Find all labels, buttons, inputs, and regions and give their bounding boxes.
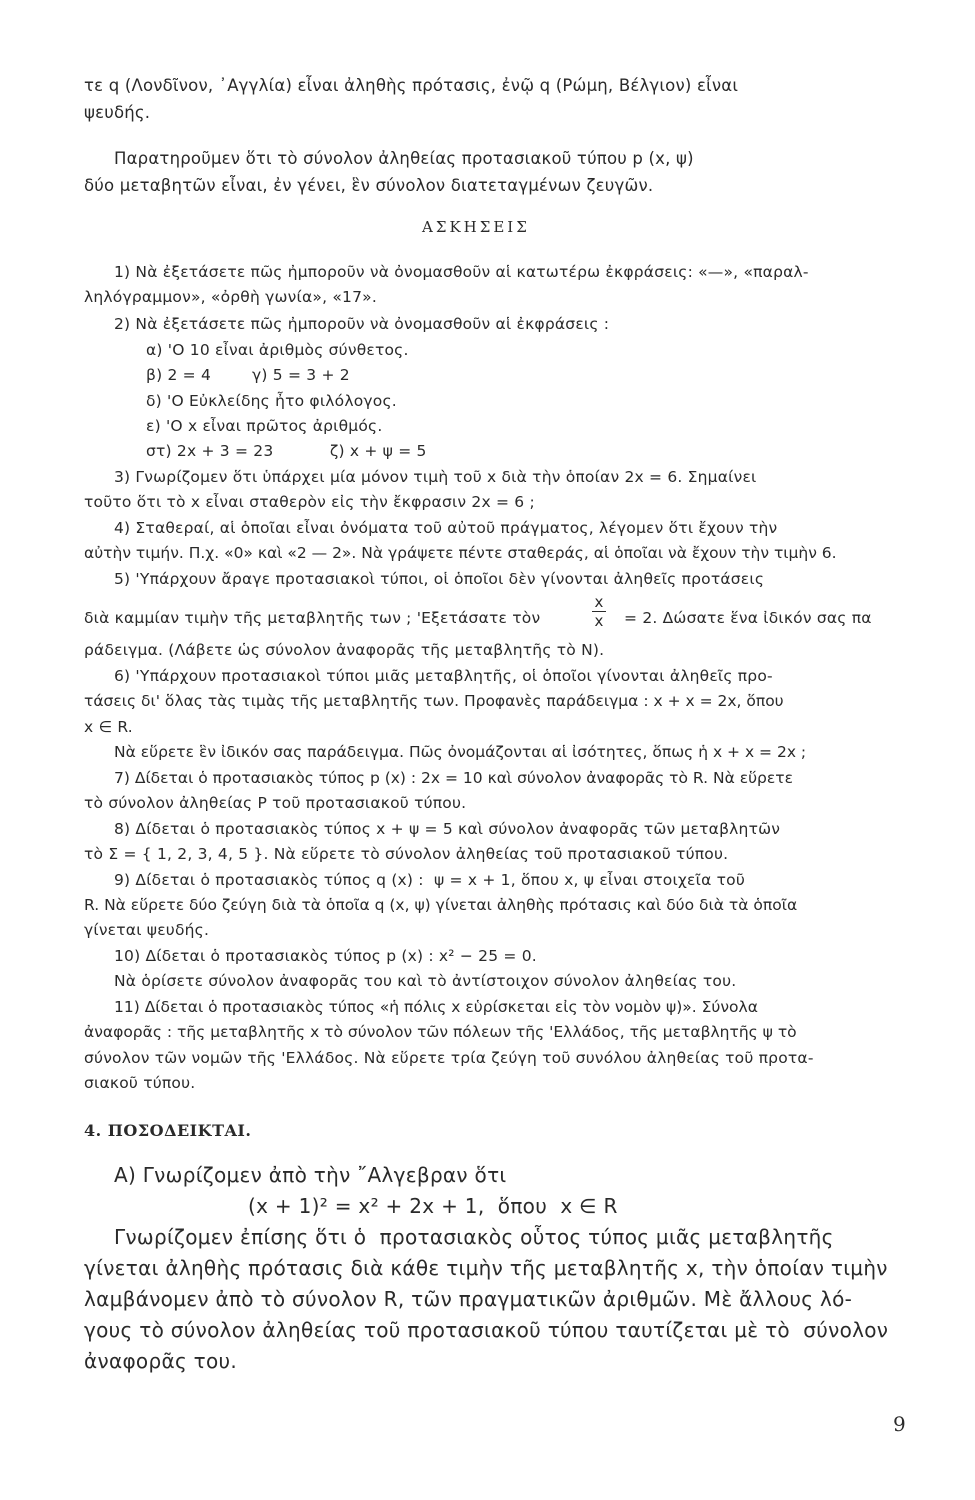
text-line: 5) 'Υπάρχουν ἄραγε προτασιακοὶ τύποι, οἱ ὁποῖοι δὲν γίνονται ἀληθεῖς προτάσεις — [114, 570, 765, 588]
text-line: δ) 'Ο Εὐκλείδης ἦτο φιλόλογος. — [146, 392, 397, 410]
fraction-numerator: x — [594, 593, 604, 611]
text-line: αὐτὴν τιμήν. Π.χ. «0» καὶ «2 — 2». Νὰ γράψετε πέντε σταθεράς, αἱ ὁποῖαι νὰ ἔχουν τὴν τιμὴν 6. — [84, 544, 837, 562]
text-line: γίνεται ἀληθὴς πρότασις διὰ κάθε τιμὴν τῆς μεταβλητῆς x, τὴν ὁποίαν τιμὴν — [84, 1256, 888, 1280]
text-line: R. Νὰ εὕρετε δύο ζεύγη διὰ τὰ ὁποῖα q (x, ψ) γίνεται ἀληθὴς πρότασις καὶ δύο διὰ τὰ ὁποῖα — [84, 896, 798, 914]
formula-line: (x + 1)² = x² + 2x + 1, ὅπου x ∈ R — [248, 1194, 618, 1218]
text-line: σιακοῦ τύπου. — [84, 1074, 196, 1092]
text-line: 10) Δίδεται ὁ προτασιακὸς τύπος p (x) : x² − 25 = 0. — [114, 947, 537, 965]
text-line: 2) Νὰ ἐξετάσετε πῶς ἠμποροῦν νὰ ὀνομασθοῦν αἱ ἐκφράσεις : — [114, 315, 610, 333]
text-line: ἀναφορᾶς : τῆς μεταβλητῆς x τὸ σύνολον τῶν πόλεων τῆς 'Ελλάδος, τῆς μεταβλητῆς ψ τὸ — [84, 1023, 797, 1041]
fraction-x-over-x — [592, 594, 606, 629]
text-line: ε) 'Ο x εἶναι πρῶτος ἀριθμός. — [146, 417, 383, 435]
text-line: 6) 'Υπάρχουν προτασιακοὶ τύποι μιᾶς μεταβλητῆς, οἱ ὁποῖοι γίνονται ἀληθεῖς προ- — [114, 667, 773, 685]
text-line: β) 2 = 4 γ) 5 = 3 + 2 — [146, 366, 350, 384]
text-line: 8) Δίδεται ὁ προτασιακὸς τύπος x + ψ = 5 καὶ σύνολον ἀναφορᾶς τῶν μεταβλητῶν — [114, 820, 781, 838]
text-line: στ) 2x + 3 = 23 ζ) x + ψ = 5 — [146, 442, 427, 460]
text-line: Νὰ ὁρίσετε σύνολον ἀναφορᾶς του καὶ τὸ ἀντίστοιχον σύνολον ἀληθείας του. — [114, 972, 737, 990]
text-line: γους τὸ σύνολον ἀληθείας τοῦ προτασιακοῦ τύπου ταυτίζεται μὲ τὸ σύνολον — [84, 1318, 889, 1342]
text-line: ληλόγραμμον», «ὀρθὴ γωνία», «17». — [84, 288, 377, 306]
text-line: δύο μεταβητῶν εἶναι, ἐν γένει, ἓν σύνολον διατεταγμένων ζευγῶν. — [84, 176, 654, 195]
exercises-heading: ΑΣΚΗΣΕΙΣ — [422, 218, 530, 236]
text-line: Παρατηροῦμεν ὅτι τὸ σύνολον ἀληθείας προτασιακοῦ τύπου p (x, ψ) — [114, 149, 694, 168]
text-line: ψευδής. — [84, 103, 151, 122]
text-line: τοῦτο ὅτι τὸ x εἶναι σταθερὸν εἰς τὴν ἔκφρασιν 2x = 6 ; — [84, 493, 535, 511]
text-line: τὸ σύνολον ἀληθείας P τοῦ προτασιακοῦ τύπου. — [84, 794, 467, 812]
text-line: 3) Γνωρίζομεν ὅτι ὑπάρχει μία μόνον τιμὴ τοῦ x διὰ τὴν ὁποίαν 2x = 6. Σημαίνει — [114, 468, 757, 486]
text-line: σύνολον τῶν νομῶν τῆς 'Ελλάδος. Νὰ εὕρετε τρία ζεύγη τοῦ συνόλου ἀληθείας τοῦ προτα- — [84, 1049, 814, 1067]
text-line: α) 'Ο 10 εἶναι ἀριθμὸς σύνθετος. — [146, 341, 409, 359]
text-line: 11) Δίδεται ὁ προτασιακὸς τύπος «ἡ πόλις x εὑρίσκεται εἰς τὸν νομὸν ψ)». Σύνολα — [114, 998, 758, 1016]
text-line: 9) Δίδεται ὁ προτασιακὸς τύπος q (x) : ψ = x + 1, ὅπου x, ψ εἶναι στοιχεῖα τοῦ — [114, 871, 746, 889]
text-line: τὸ Σ = { 1, 2, 3, 4, 5 }. Νὰ εὕρετε τὸ σύνολον ἀληθείας τοῦ προτασιακοῦ τύπου. — [84, 845, 729, 863]
text-line: x ∈ R. — [84, 718, 133, 736]
text-line: τε q (Λονδῖνον, ᾿Αγγλία) εἶναι ἀληθὴς πρότασις, ἐνῷ q (Ρώμη, Βέλγιον) εἶναι — [84, 76, 739, 95]
text-line: Γνωρίζομεν ἐπίσης ὅτι ὁ προτασιακὸς οὗτος τύπος μιᾶς μεταβλητῆς — [114, 1225, 834, 1249]
fraction-denominator: x — [594, 612, 604, 630]
text-line: Α) Γνωρίζομεν ἀπὸ τὴν ῎Αλγεβραν ὅτι — [114, 1163, 507, 1187]
text-line: = 2. Δώσατε ἕνα ἰδικόν σας πα — [624, 609, 872, 627]
text-line: 1) Νὰ ἐξετάσετε πῶς ἠμποροῦν νὰ ὀνομασθοῦν αἱ κατωτέρω ἐκφράσεις: «—», «παραλ- — [114, 263, 809, 281]
text-line: γίνεται ψευδής. — [84, 921, 210, 939]
section-heading: 4. ΠΟΣΟΔΕΙΚΤΑΙ. — [84, 1121, 252, 1140]
text-line: διὰ καμμίαν τιμὴν τῆς μεταβλητῆς των ; 'Εξετάσατε τὸν — [84, 609, 541, 627]
text-line: τάσεις δι' ὅλας τὰς τιμὰς τῆς μεταβλητῆς των. Προφανὲς παράδειγμα : x + x = 2x, ὅπου — [84, 692, 784, 710]
text-line: ράδειγμα. (Λάβετε ὡς σύνολον ἀναφορᾶς τῆς μεταβλητῆς τὸ N). — [84, 641, 605, 659]
text-line: 4) Σταθεραί, αἱ ὁποῖαι εἶναι ὀνόματα τοῦ αὐτοῦ πράγματος, λέγομεν ὅτι ἔχουν τὴν — [114, 519, 778, 537]
text-line: ἀναφορᾶς του. — [84, 1349, 238, 1373]
page-number: 9 — [893, 1412, 906, 1436]
text-line: 7) Δίδεται ὁ προτασιακὸς τύπος p (x) : 2x = 10 καὶ σύνολον ἀναφορᾶς τὸ R. Νὰ εὕρετε — [114, 769, 793, 787]
text-line: λαμβάνομεν ἀπὸ τὸ σύνολον R, τῶν πραγματικῶν ἀριθμῶν. Μὲ ἄλλους λό- — [84, 1287, 853, 1311]
text-line: Νὰ εὕρετε ἓν ἰδικόν σας παράδειγμα. Πῶς ὀνομάζονται αἱ ἰσότητες, ὅπως ἡ x + x = 2x ; — [114, 743, 807, 761]
